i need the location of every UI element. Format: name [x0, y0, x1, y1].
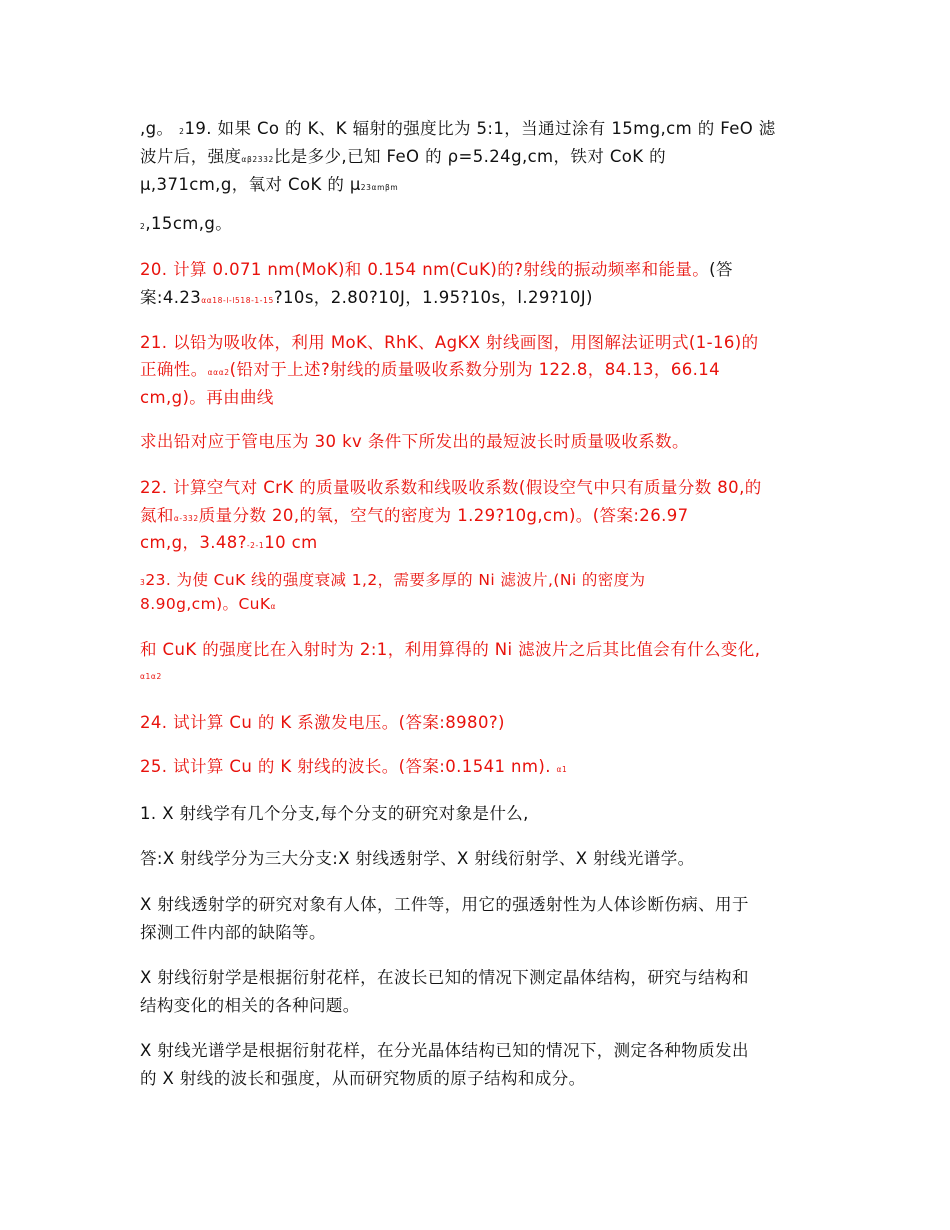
- q21-line-4: 求出铅对应于管电压为 30 kv 条件下所发出的最短波长时质量吸收系数。: [140, 432, 689, 451]
- a1-para2-line-2: 结构变化的相关的各种问题。: [140, 996, 360, 1015]
- subscript: ααα2: [207, 368, 230, 377]
- q23-line-2: [140, 592, 820, 619]
- subscript: 3: [140, 578, 146, 587]
- text-span: 25. 试计算 Cu 的 K 射线的波长。(答案:0.1541 nm).: [140, 757, 551, 776]
- q23-line-3: 和 CuK 的强度比在入射时为 2:1，利用算得的 Ni 滤波片之后其比值会有什么变化,: [140, 640, 761, 659]
- text-span: 10 cm: [264, 533, 318, 552]
- q22-line-1: 22. 计算空气对 CrK 的质量吸收系数和线吸收系数(假设空气中只有质量分数 80,的: [140, 478, 762, 497]
- subscript: α1: [556, 765, 568, 774]
- text-span: 19. 如果 Co 的 K、K 辐射的强度比为 5:1，当通过涂有 15mg,cm 的 FeO 滤: [184, 119, 776, 138]
- text-span: 23. 为使 CuK 线的强度衰减 1,2，需要多厚的 Ni 滤波片,(Ni 的密度为: [145, 571, 646, 589]
- q23-line-4: α1α2: [140, 672, 162, 681]
- a1-question: 1. X 射线学有几个分支,每个分支的研究对象是什么,: [140, 804, 529, 823]
- a1-para3-line-1: X 射线光谱学是根据衍射花样，在分光晶体结构已知的情况下，测定各种物质发出: [140, 1041, 749, 1060]
- text-span: ,15cm,g。: [145, 214, 233, 233]
- q20-line-1: [140, 256, 820, 284]
- q19-line-3: [140, 171, 820, 202]
- text-span: cm,g，3.48?: [140, 533, 247, 552]
- q21-line-3: cm,g)。再由曲线: [140, 388, 274, 407]
- q25-line: [140, 753, 820, 784]
- q20-line-2: [140, 284, 820, 315]
- q21-line-1: 21. 以铅为吸收体，利用 MoK、RhK、AgKX 射线画图，用图解法证明式(1-16)的: [140, 333, 759, 352]
- subscript: αα18-l-l518-1-15: [201, 296, 274, 305]
- text-span: (铅对于上述?射线的质量吸收系数分别为 122.8，84.13，66.14: [229, 360, 721, 379]
- subscript: α-332: [173, 514, 199, 523]
- text-span: 案:4.23: [140, 288, 202, 307]
- subscript: 23αmβm: [360, 183, 399, 192]
- q22-line-3: [140, 529, 820, 560]
- text-span: 8.90g,cm)。CuK: [140, 595, 271, 613]
- a1-answer: 答:X 射线学分为三大分支:X 射线透射学、X 射线衍射学、X 射线光谱学。: [140, 849, 695, 868]
- q19-line-4: [140, 210, 820, 241]
- text-span: μ,371cm,g，氧对 CoK 的 μ: [140, 175, 361, 194]
- text-span: 质量分数 20,的氧，空气的密度为 1.29?10g,cm)。(答案:26.97: [198, 506, 689, 525]
- a1-para2-line-1: X 射线衍射学是根据衍射花样，在波长已知的情况下测定晶体结构，研究与结构和: [140, 968, 749, 987]
- text-span: 计算 0.071 nm(MoK)和 0.154 nm(CuK)的?射线的振动频率和能量。: [167, 260, 710, 279]
- q19-line-1: [140, 115, 820, 146]
- q23-line-1: [140, 568, 820, 595]
- text-span: 氮和: [140, 506, 174, 525]
- subscript: α: [270, 602, 277, 611]
- q19-line-2: [140, 143, 820, 174]
- a1-para1-line-1: X 射线透射学的研究对象有人体，工件等，用它的强透射性为人体诊断伤病、用于: [140, 895, 749, 914]
- text-span: (答: [709, 260, 733, 279]
- subscript: 2: [140, 222, 146, 231]
- subscript: αβ2332: [241, 155, 274, 164]
- text-span: ?10s，2.80?10J，1.95?10s，l.29?10J): [273, 288, 593, 307]
- text-span: 比是多少,已知 FeO 的 ρ=5.24g,cm，铁对 CoK 的: [273, 147, 667, 166]
- text-span: 波片后，强度: [140, 147, 242, 166]
- q24-line: 24. 试计算 Cu 的 K 系激发电压。(答案:8980?): [140, 713, 505, 732]
- subscript: -2-1: [246, 541, 265, 550]
- text-span: 20.: [140, 260, 168, 279]
- text-span: ,g。: [140, 119, 180, 138]
- text-span: 正确性。: [140, 360, 208, 379]
- q21-line-2: [140, 356, 820, 387]
- a1-para1-line-2: 探测工件内部的缺陷等。: [140, 923, 326, 942]
- a1-para3-line-2: 的 X 射线的波长和强度，从而研究物质的原子结构和成分。: [140, 1069, 586, 1088]
- subscript: 2: [179, 127, 185, 136]
